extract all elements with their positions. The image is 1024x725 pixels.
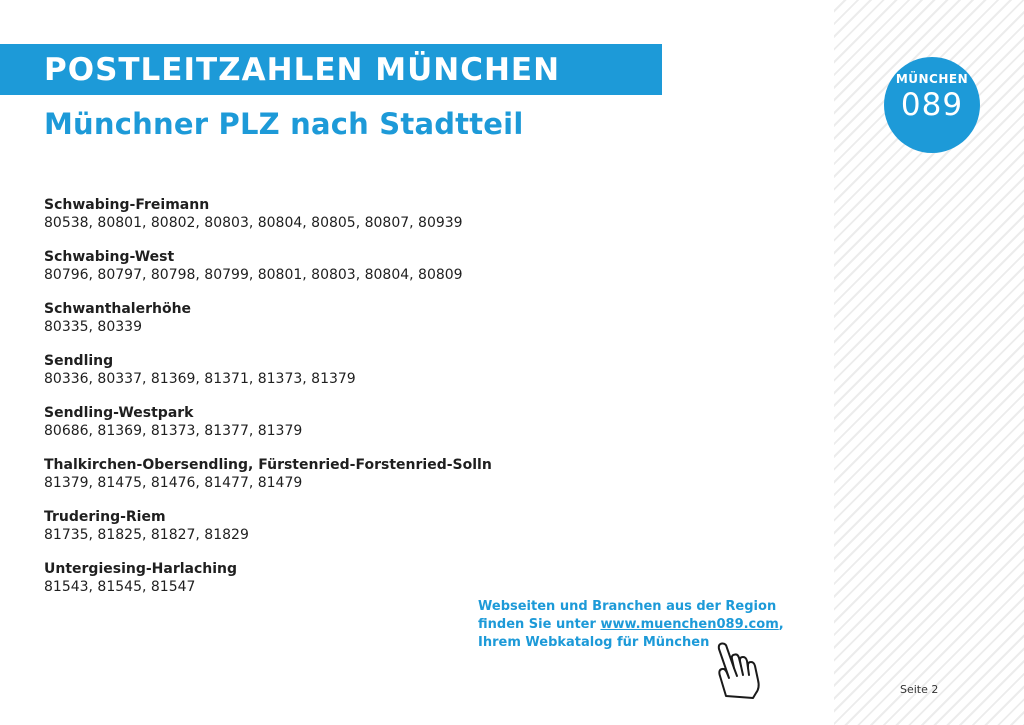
logo-city-text: MÜNCHEN [895, 72, 969, 86]
website-link[interactable]: www.muenchen089.com [600, 617, 779, 632]
district-postcodes: 81735, 81825, 81827, 81829 [44, 527, 249, 543]
district-postcodes: 80796, 80797, 80798, 80799, 80801, 80803, 80804, 80809 [44, 267, 463, 283]
district-item [44, 300, 474, 352]
district-postcodes: 80336, 80337, 81369, 81371, 81373, 81379 [44, 371, 356, 387]
promo-line-2 [478, 616, 798, 634]
promo-line-3: Ihrem Webkatalog für München [478, 635, 710, 650]
district-name: Schwabing-West [44, 249, 175, 265]
promo-suffix: , [778, 617, 784, 632]
promo-prefix: finden Sie unter [478, 617, 601, 632]
page-number: Seite 2 [900, 683, 939, 696]
district-name: Thalkirchen-Obersendling, Fürstenried-Forstenried-Solln [44, 457, 492, 473]
district-list [44, 196, 492, 612]
district-name: Untergiesing-Harlaching [44, 561, 238, 577]
district-item [44, 248, 474, 300]
logo-number: 089 [900, 87, 964, 123]
district-name: Schwabing-Freimann [44, 197, 210, 213]
district-item [44, 560, 474, 612]
district-postcodes: 80335, 80339 [44, 319, 142, 335]
page-title: POSTLEITZAHLEN MÜNCHEN [44, 52, 561, 88]
district-name: Trudering-Riem [44, 509, 166, 525]
promo-line-1: Webseiten und Branchen aus der Region [478, 599, 777, 614]
district-name: Schwanthalerhöhe [44, 301, 192, 317]
district-item [44, 456, 492, 508]
district-postcodes: 80686, 81369, 81373, 81377, 81379 [44, 423, 303, 439]
hand-pointer-icon [710, 640, 770, 704]
district-item [44, 404, 474, 456]
district-postcodes: 80538, 80801, 80802, 80803, 80804, 80805, 80807, 80939 [44, 215, 463, 231]
page-subtitle: Münchner PLZ nach Stadtteil [44, 107, 524, 141]
district-item [44, 196, 474, 248]
muenchen-089-logo [884, 57, 980, 153]
district-postcodes: 81543, 81545, 81547 [44, 579, 196, 595]
district-item [44, 508, 474, 560]
district-name: Sendling-Westpark [44, 405, 194, 421]
district-item [44, 352, 474, 404]
district-postcodes: 81379, 81475, 81476, 81477, 81479 [44, 475, 303, 491]
district-name: Sendling [44, 353, 114, 369]
